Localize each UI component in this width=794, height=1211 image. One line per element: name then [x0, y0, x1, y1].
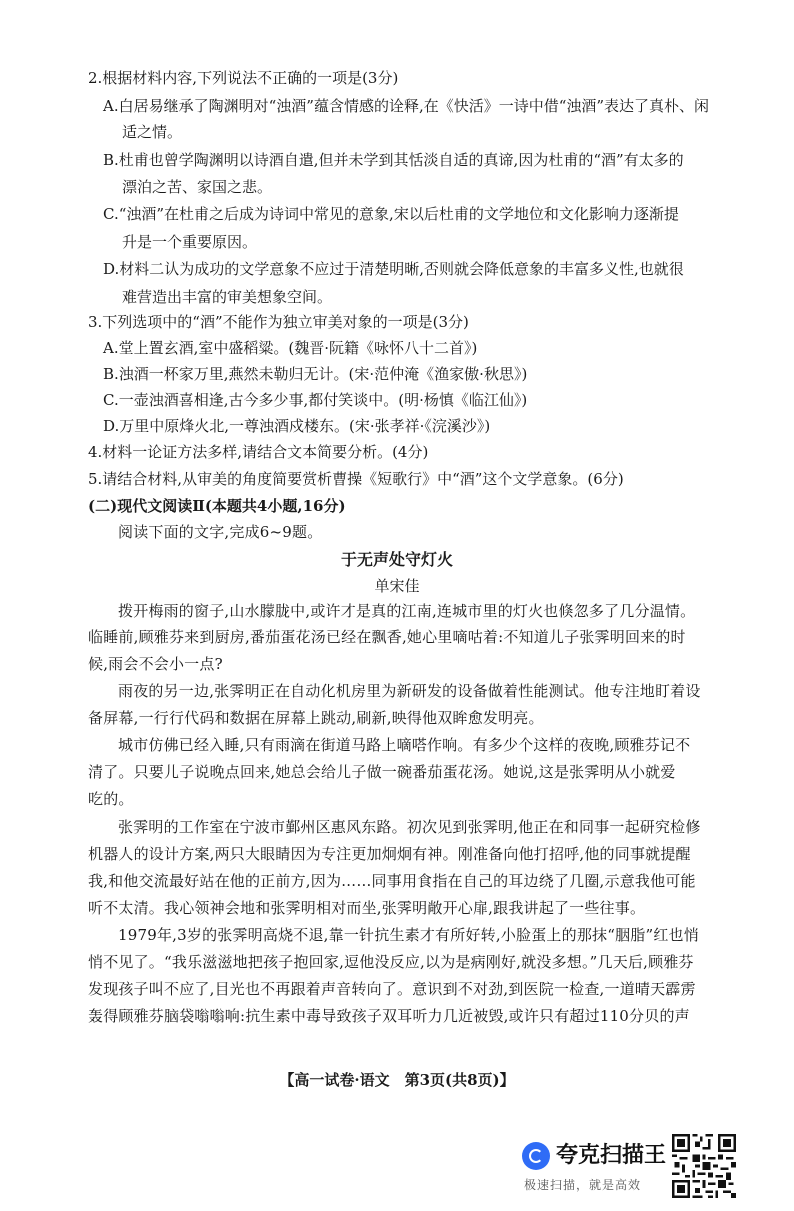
- question-2-option-d-cont: 难营造出丰富的审美想象空间。: [122, 288, 333, 306]
- passage-line: 临睡前,顾雅芬来到厨房,番茄蛋花汤已经在飘香,她心里嘀咕着:不知道儿子张霁明回来的时: [88, 628, 686, 646]
- question-2-stem: 2.根据材料内容,下列说法不正确的一项是(3分): [88, 69, 399, 87]
- question-3-option-c: C.一壶浊酒喜相逢,古今多少事,都付笑谈中。(明·杨慎《临江仙》): [103, 391, 528, 409]
- question-4: 4.材料一论证方法多样,请结合文本简要分析。(4分): [88, 443, 429, 461]
- passage-line: 1979年,3岁的张霁明高烧不退,靠一针抗生素才有所好转,小脸蛋上的那抹“胭脂”红也悄: [118, 926, 699, 944]
- scanner-watermark: [522, 1140, 666, 1196]
- passage-line: 候,雨会不会小一点?: [88, 655, 223, 673]
- question-3-option-b: B.浊酒一杯家万里,燕然未勒归无计。(宋·范仲淹《渔家傲·秋思》): [103, 365, 528, 383]
- passage-line: 悄不见了。“我乐滋滋地把孩子抱回家,逗他没反应,以为是病刚好,就没多想。”几天后,顾雅芬: [88, 953, 694, 971]
- passage-line: 我,和他交流最好站在他的正前方,因为……同事用食指在自己的耳边绕了几圈,示意我他可能: [88, 872, 696, 890]
- question-2-option-c-cont: 升是一个重要原因。: [122, 233, 258, 251]
- section-heading: (二)现代文阅读Ⅱ(本题共4小题,16分): [88, 497, 346, 515]
- question-2-option-d: D.材料二认为成功的文学意象不应过于清楚明晰,否则就会降低意象的丰富多义性,也就很: [103, 260, 684, 278]
- question-2-option-c: C.“浊酒”在杜甫之后成为诗词中常见的意象,宋以后杜甫的文学地位和文化影响力逐渐提: [103, 205, 679, 223]
- question-2-option-a-cont: 适之情。: [122, 123, 183, 141]
- passage-line: 吃的。: [88, 790, 134, 808]
- quark-logo-icon: [522, 1142, 550, 1170]
- passage-line: 城市仿佛已经入睡,只有雨滴在街道马路上嘀嗒作响。有多少个这样的夜晚,顾雅芬记不: [118, 736, 691, 754]
- page-footer: 【高一试卷·语文 第3页(共8页)】: [279, 1071, 515, 1089]
- passage-line: 轰得顾雅芬脑袋嗡嗡响:抗生素中毒导致孩子双耳听力几近被毁,或许只有超过110分贝的声: [88, 1007, 690, 1025]
- section-instruction: 阅读下面的文字,完成6~9题。: [118, 523, 323, 541]
- question-3-option-a: A.堂上置玄酒,室中盛稻粱。(魏晋·阮籍《咏怀八十二首》): [103, 339, 478, 357]
- question-2-option-a: A.白居易继承了陶渊明对“浊酒”蕴含情感的诠释,在《快活》一诗中借“浊酒”表达了真朴、闲: [103, 97, 710, 115]
- qr-code-icon: [672, 1134, 736, 1198]
- question-5: 5.请结合材料,从审美的角度简要赏析曹操《短歌行》中“酒”这个文学意象。(6分): [88, 470, 624, 488]
- passage-line: 张霁明的工作室在宁波市鄞州区惠风东路。初次见到张霁明,他正在和同事一起研究检修: [118, 818, 701, 836]
- question-2-option-b-cont: 漂泊之苦、家国之悲。: [122, 178, 273, 196]
- passage-line: 雨夜的另一边,张霁明正在自动化机房里为新研发的设备做着性能测试。他专注地盯着设: [118, 682, 701, 700]
- question-2-option-b: B.杜甫也曾学陶渊明以诗酒自遣,但并未学到其恬淡自适的真谛,因为杜甫的“酒”有太多的: [103, 151, 684, 169]
- passage-title: 于无声处守灯火: [340, 550, 453, 569]
- passage-line: 听不太清。我心领神会地和张霁明相对而坐,张霁明敞开心扉,跟我讲起了一些往事。: [88, 899, 646, 917]
- brand-slogan: 极速扫描，就是高效: [524, 1178, 642, 1192]
- question-3-option-d: D.万里中原烽火北,一尊浊酒戍楼东。(宋·张孝祥·《浣溪沙》): [103, 417, 491, 435]
- passage-author: 单宋佳: [374, 577, 420, 595]
- passage-line: 清了。只要儿子说晚点回来,她总会给儿子做一碗番茄蛋花汤。她说,这是张霁明从小就爱: [88, 763, 676, 781]
- passage-line: 发现孩子叫不应了,目光也不再跟着声音转向了。意识到不对劲,到医院一检查,一道晴天霹雳: [88, 980, 696, 998]
- passage-line: 备屏幕,一行行代码和数据在屏幕上跳动,刷新,映得他双眸愈发明亮。: [88, 709, 544, 727]
- question-3-stem: 3.下列选项中的“酒”不能作为独立审美对象的一项是(3分): [88, 313, 469, 331]
- passage-line: 机器人的设计方案,两只大眼睛因为专注更加炯炯有神。刚准备向他打招呼,他的同事就提醒: [88, 845, 691, 863]
- brand-name: 夸克扫描王: [556, 1143, 667, 1168]
- passage-line: 拨开梅雨的窗子,山水朦胧中,或许才是真的江南,连城市里的灯火也倏忽多了几分温情。: [118, 602, 696, 620]
